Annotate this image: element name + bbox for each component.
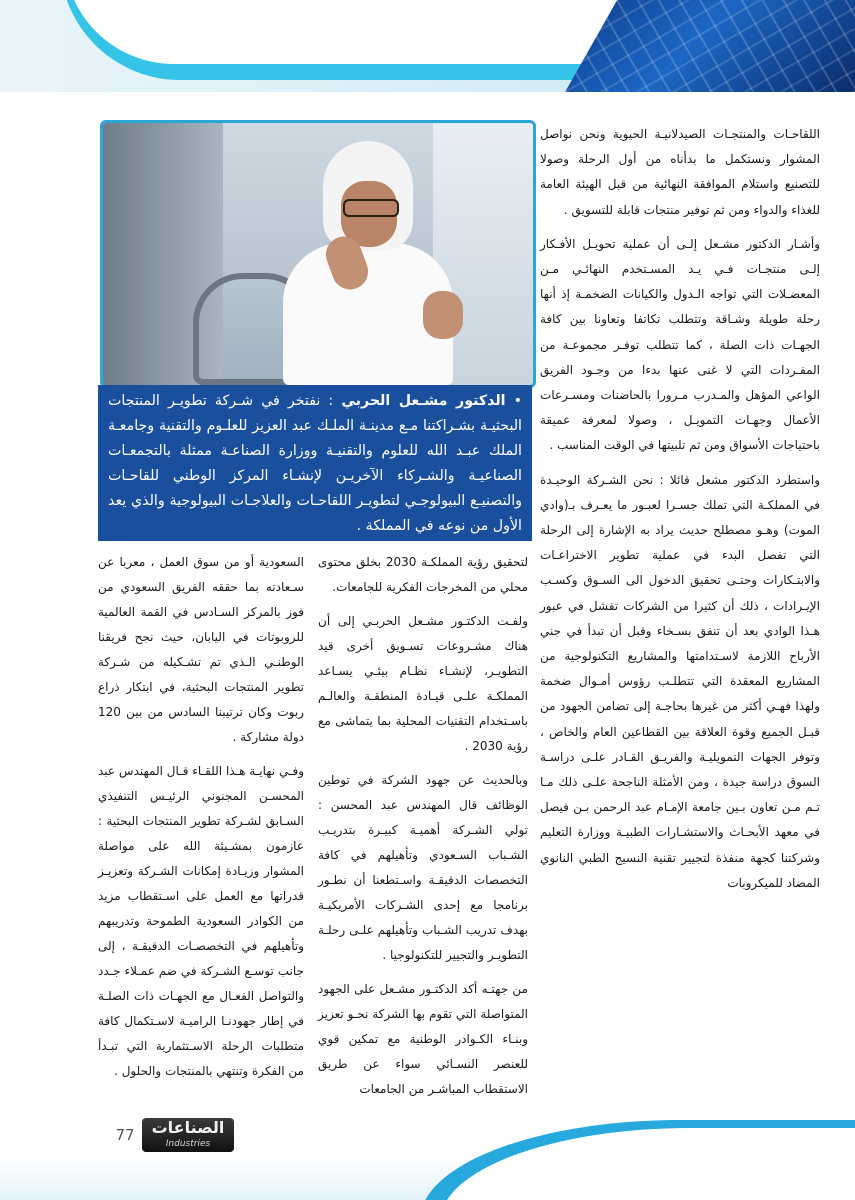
caption-speaker-name: الدكتور مشـعل الحربي xyxy=(341,393,506,409)
paragraph: لتحقيق رؤية المملكـة 2030 بخلق محتوى محلي من المخرجات الفكرية للجامعات. xyxy=(318,555,528,594)
interview-photo xyxy=(100,120,536,388)
paragraph: وفـي نهايـة هـذا اللقـاء قـال المهندس عبد المحسـن المجنوني الرئيـس التنفيذي السـابق لشـركة تطوير المنتجات البحثية : عازمون بمشـيئة الله على مواصلة المشوار وزيـادة إمكانات الشـركة وتعزيـز قدراتها مع العمل على اسـتقطاب مزيد من الكوادر السعودية الطموحة وتدريبهم وتأهيلهم في التخصصـات الدقيقـة ، إلى جانب توسـع الشـركة في ضم عمـلاء جـدد والتواصل الفعـال مع الجهـات ذات الصلـة في إطار جهودنـا الراميـة لاسـتكمال كافة متطلبات الرحلة الاسـتثمارية التي تبـدأ من الفكرة وتنتهي بالمنتجات والحلول . xyxy=(98,764,304,1078)
article-column-right xyxy=(540,122,820,905)
paragraph: من جهتـه أكد الدكتـور مشـعل على الجهود المتواصلة التي تقوم بها الشركة نحـو تعزيز وبنـاء الكـوادر الوطنية مع تمكين قوي للعنصر النسـائي سواء عن طريق الاستقطاب المباشـر من الجامعات xyxy=(318,982,528,1096)
footer-curve-inner xyxy=(440,1128,855,1200)
logo-arabic-text: الصناعات xyxy=(151,1118,225,1137)
article-column-middle xyxy=(318,550,528,1111)
paragraph: وأشـار الدكتور مشـعل إلـى أن عملية تحويـل الأفـكار إلـى منتجـات فـي يـد المسـتخدم النهائـي مـن المعضـلات التي تواجه الـدول والكيانات الضخمـة إذ أنها رحلة طويلة وشـاقة وتتطلب تكاتفا وتعاونا بين كافة الجهـات ذات الصلة ، كما تتطلب توفـر مجموعـة من المفـردات التي لا غنى عنها بدءا من وجـود الفريق الواعي المؤهل والمـدرب مـرورا بالحاضنات ومسـرعات الأعمال وجهـات التمويـل ، وصولا لمعرفة عميقة باحتياجات الأسواق ومن ثم تلبيتها في الوقت المناسب . xyxy=(540,236,820,453)
paragraph: اللقاحـات والمنتجـات الصيدلانيـة الحيوية ونحن نواصل المشوار ونستكمل ما بدأناه من أول الرحلة وصولا للتصنيع واستلام الموافقة النهائية من قبل الهيئة العامة للغذاء والدواء ومن ثم توفير منتجات قابلة للتسويق . xyxy=(540,127,820,217)
paragraph: ولفـت الدكتـور مشـعل الحربـي إلى أن هناك مشـروعات تسـويق أخرى قيد التطويـر، لإنشـاء نظـام بيئـي يسـاعد المملكـة علـى قيـادة المنطقـة والعالـم باسـتخدام التقنيات المحلية بما يتماشى مع رؤية 2030 . xyxy=(318,614,528,753)
paragraph: وبالحديث عن جهود الشركة في توطين الوظائف قال المهندس عبد المحسن : تولي الشـركة أهميـة كبيـرة بتدريـب الشـباب السـعودي وتأهيلهم في كافة التخصصات الدقيقـة واسـتطعنا أن نطـور برنامجا مع إحدى الشـركات الأمريكيـة بهدف تدريب الشـباب وتأهيلهم علـى رحلـة التطويـر والتجيير للتكنولوجيا . xyxy=(318,773,528,962)
caption-bullet: • xyxy=(513,393,522,409)
quote-caption-box xyxy=(98,385,532,541)
logo-english-text: Industries xyxy=(165,1139,211,1149)
photo-person-glasses xyxy=(343,199,399,217)
article-column-left xyxy=(98,550,304,1093)
photo-person-hand xyxy=(423,291,463,339)
paragraph: واستطرد الدكتور مشعل قائلا : نحن الشـركة الوحيـدة في المملكـة التي تملك جسـرا لعبـور ما يعـرف بـ(وادي الموت) وهـو مصطلح حديث يراد به الإشارة إلى الرحلة التي تفصل البدء في عملية تطوير الاختراعـات والابتـكارات وحتـى تحقيق الدخول الى السـوق وكسـب الإيـرادات ، ذلك أن كثيرا من الشركات تفشل في عبور هـذا الوادي بعد أن تنفق بسـخاء وقبل أن تبدأ في جني الأرباح اللازمة لاسـتدامتها والمشاريع التكنولوجية من المشاريع المعقدة التي تتطلـب رؤوس أمـوال ضخمة ولهذا فهـي أكثر من غيرها بحاجـة إلى تضامن الجهود من قبـل الجميع وقوة العلاقة بين القطاعين العام والخاص ، وتوفر الجهات التمويليـة والفريـق القـادر علـى دراسـة السوق دراسة جيدة ، ومن الأمثلة الناجحة علـى ذلك مـا تـم مـن تعاون بـين جامعة الإمـام عبد الرحمن بـن فيصل في معهد الأبحـاث والاستشـارات الطبيـة ووزارة التعليم وشركتنا كجهة منفذة لتجيير تقنية النسيج الطبي النانوي المضاد للميكروبات xyxy=(540,472,820,890)
photo-person xyxy=(273,141,463,385)
magazine-logo xyxy=(142,1118,234,1152)
caption-quote-text: : نفتخر في شـركة تطويـر المنتجات البحثيـة بشـراكتنا مـع مدينـة الملـك عبد العزيز للعلـوم والتقنية وجامعـة الملك عبـد الله للعلوم والتقنيـة ووزارة الصناعـة ممثلة بالتجمعـات الصناعيـة والشـركاء الآخريـن لإنشـاء المركز الوطني للقاحـات والتصنيـع البيولوجـي لتطويـر اللقاحـات والعلاجـات البيولوجية والذي يعد الأول من نوعه في المملكة . xyxy=(108,393,522,534)
paragraph: السعودية أو من سوق العمل ، معربا عن سـعادته بما حققه الفريق السعودي من فوز بالمركز السـادس في القمة العالمية للروبوتات في اليابان، حيث نجح فريقنا الوطنـي الـذي تم تشـكيله من شـركة تطوير المنتجات البحثية، في ابتكار ذراع ربوت وكان ترتيبنا السادس من بين 120 دولة مشاركة . xyxy=(98,555,304,744)
page-number: 77 xyxy=(115,1126,135,1144)
